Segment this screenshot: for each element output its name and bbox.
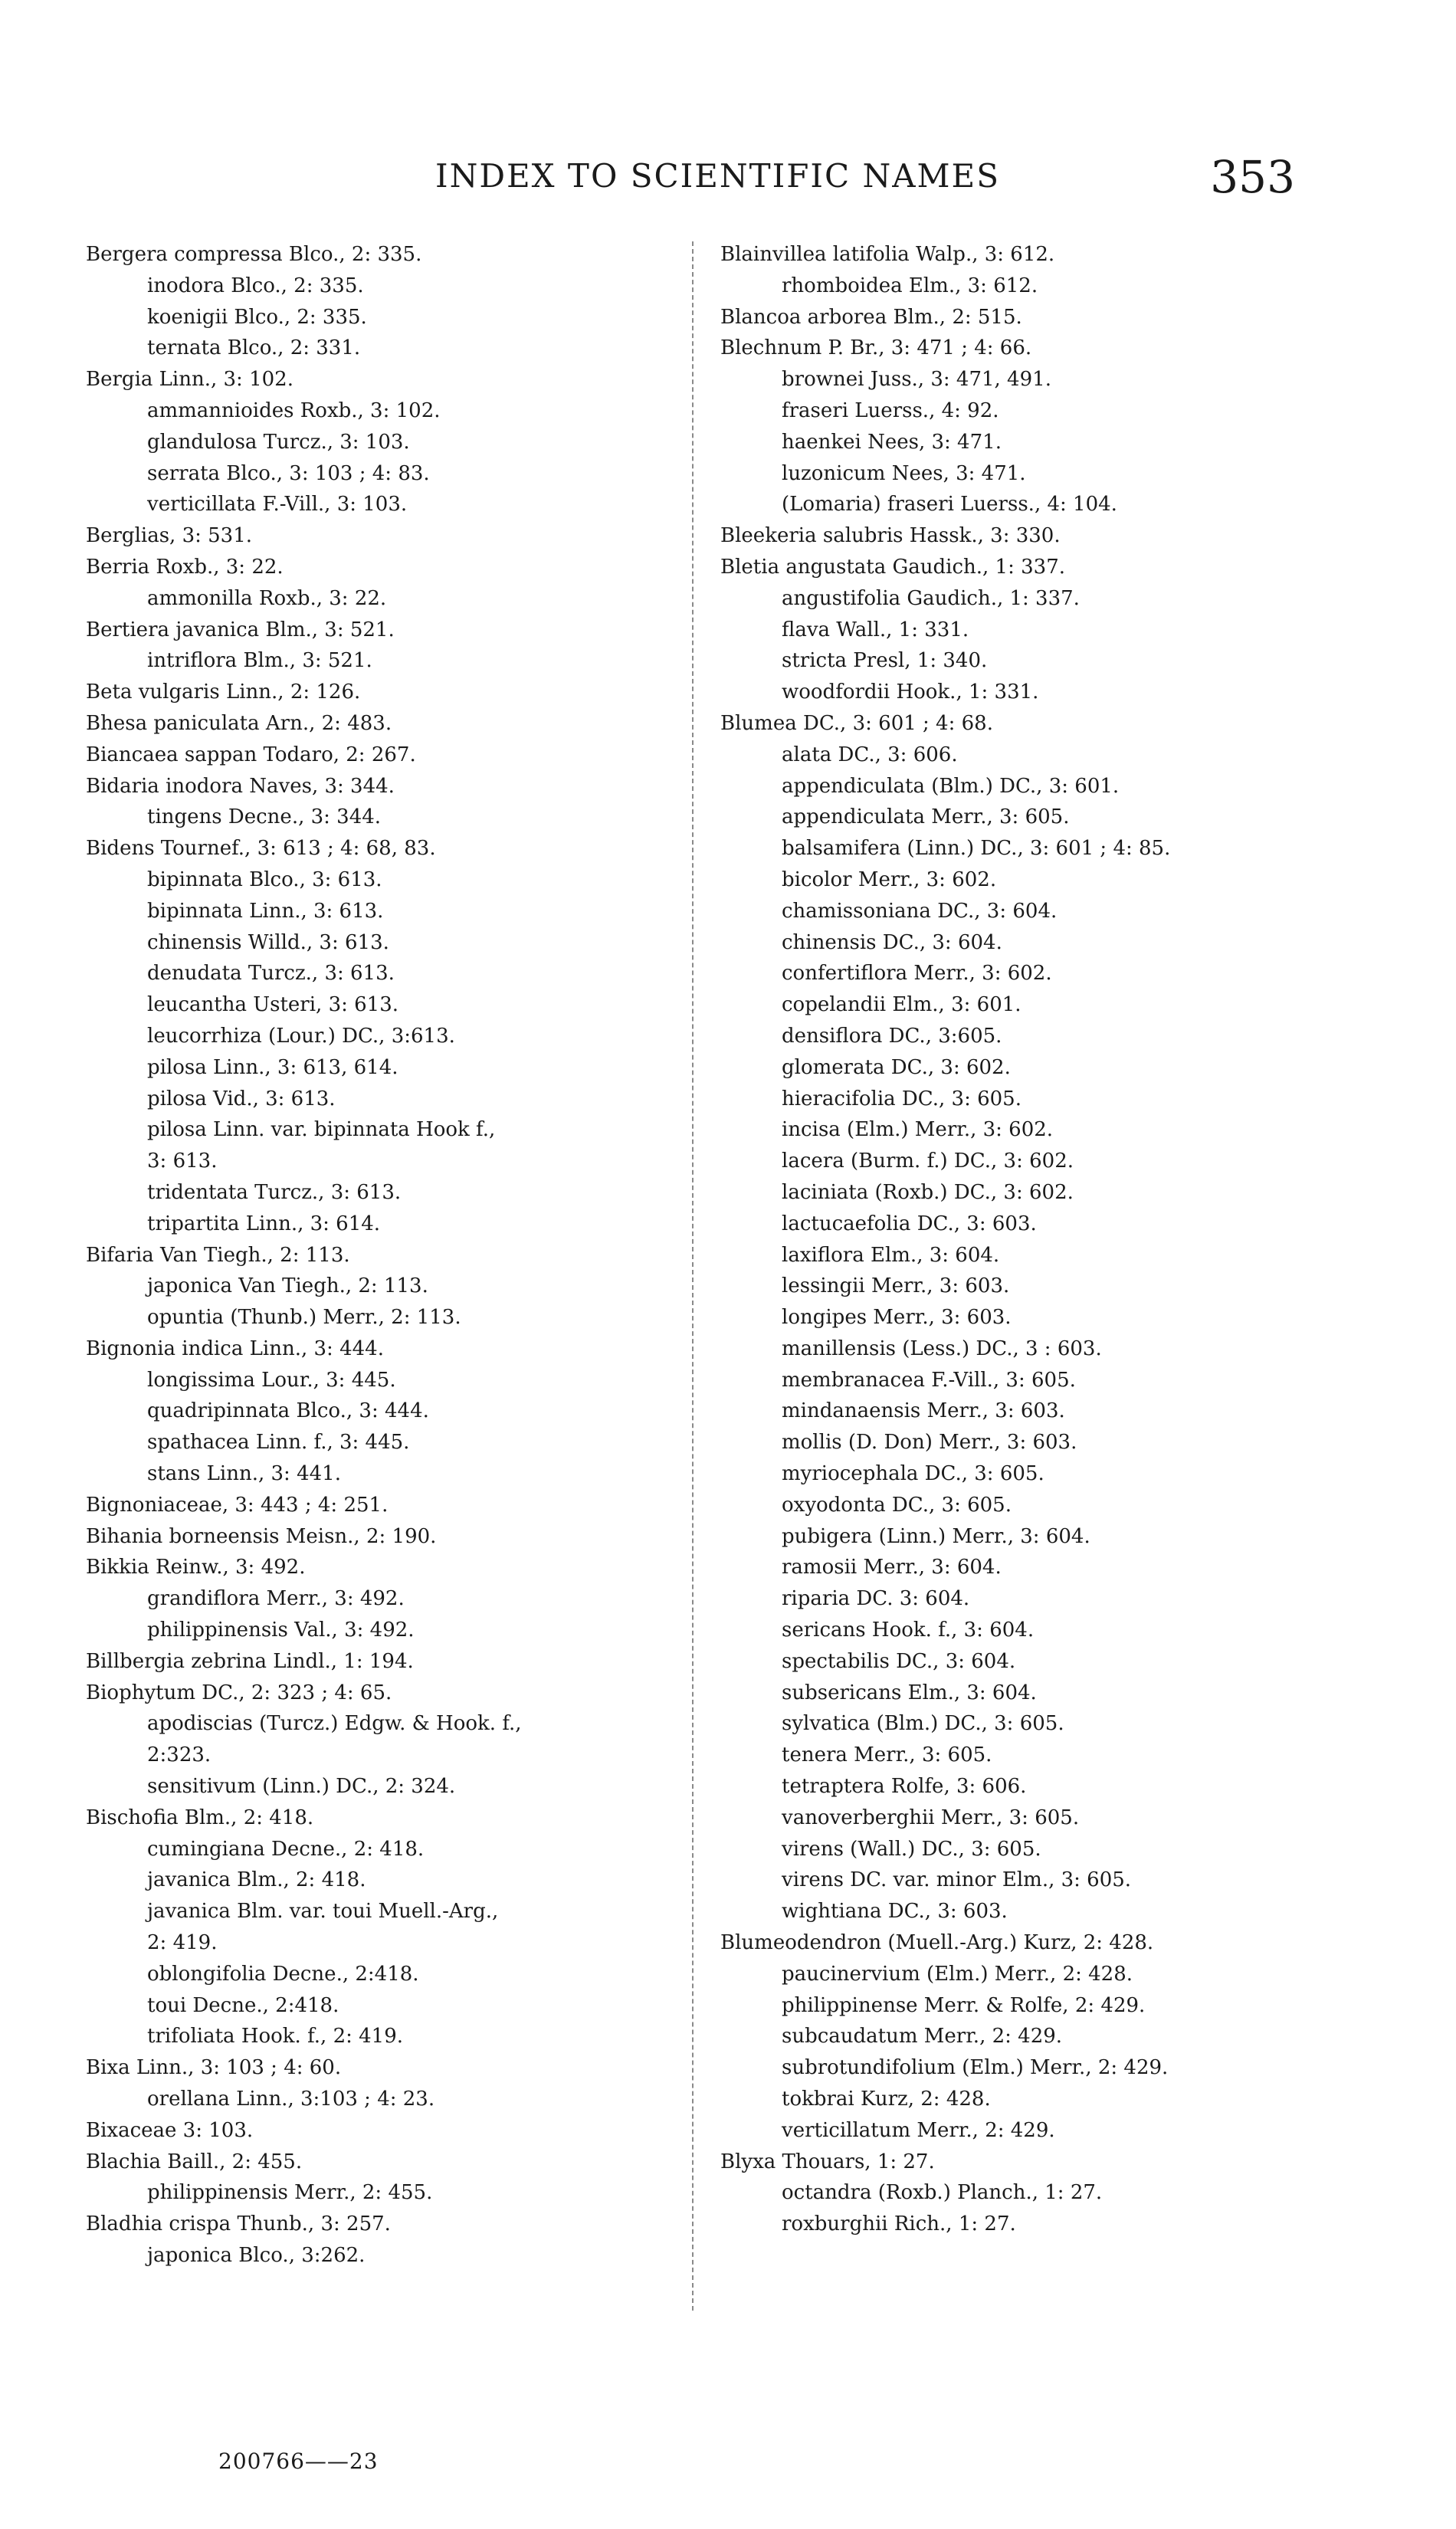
index-entry-genus: Blechnum P. Br., 3: 471 ; 4: 66. bbox=[720, 336, 1032, 360]
index-entry-species: javanica Blm., 2: 418. bbox=[147, 1868, 366, 1892]
index-entry-genus: Billbergia zebrina Lindl., 1: 194. bbox=[86, 1649, 414, 1673]
index-entry-genus: Bignoniaceae, 3: 443 ; 4: 251. bbox=[86, 1493, 389, 1517]
index-entry-species: tetraptera Rolfe, 3: 606. bbox=[782, 1775, 1027, 1799]
index-entry-species: sericans Hook. f., 3: 604. bbox=[782, 1619, 1035, 1642]
index-entry-species: wightiana DC., 3: 603. bbox=[782, 1900, 1008, 1924]
index-entry-genus: Berria Roxb., 3: 22. bbox=[86, 555, 284, 579]
index-entry-species: laxiflora Elm., 3: 604. bbox=[782, 1243, 1000, 1267]
index-entry-species: pilosa Vid., 3: 613. bbox=[147, 1087, 336, 1110]
index-entry-species: spectabilis DC., 3: 604. bbox=[782, 1649, 1016, 1673]
index-entry-species: woodfordii Hook., 1: 331. bbox=[782, 681, 1039, 704]
index-entry-species: lacera (Burm. f.) DC., 3: 602. bbox=[782, 1150, 1074, 1173]
index-entry-species: bipinnata Linn., 3: 613. bbox=[147, 899, 384, 923]
index-entry-species: philippinense Merr. & Rolfe, 2: 429. bbox=[782, 1993, 1146, 2017]
index-entry-species: 2: 419. bbox=[147, 1931, 218, 1955]
index-entry-species: paucinervium (Elm.) Merr., 2: 428. bbox=[782, 1962, 1133, 1986]
index-entry-species: densiflora DC., 3:605. bbox=[782, 1024, 1002, 1048]
index-entry-species: appendiculata (Blm.) DC., 3: 601. bbox=[782, 774, 1120, 798]
index-entry-species: lactucaefolia DC., 3: 603. bbox=[782, 1212, 1037, 1235]
index-entry-species: virens (Wall.) DC., 3: 605. bbox=[782, 1837, 1041, 1861]
index-entry-species: glandulosa Turcz., 3: 103. bbox=[147, 430, 410, 454]
index-entry-genus: Blachia Baill., 2: 455. bbox=[86, 2150, 303, 2173]
index-entry-genus: Bertiera javanica Blm., 3: 521. bbox=[86, 618, 395, 641]
index-entry-genus: Bixa Linn., 3: 103 ; 4: 60. bbox=[86, 2056, 342, 2080]
index-entry-genus: Bletia angustata Gaudich., 1: 337. bbox=[720, 555, 1066, 579]
index-entry-species: sensitivum (Linn.) DC., 2: 324. bbox=[147, 1775, 456, 1799]
index-entry-genus: Bergera compressa Blco., 2: 335. bbox=[86, 243, 422, 266]
column-divider bbox=[692, 241, 695, 2311]
index-entry-genus: Bischofia Blm., 2: 418. bbox=[86, 1806, 314, 1829]
index-entry-species: octandra (Roxb.) Planch., 1: 27. bbox=[782, 2181, 1103, 2205]
index-entry-species: spathacea Linn. f., 3: 445. bbox=[147, 1431, 410, 1455]
index-entry-species: confertiflora Merr., 3: 602. bbox=[782, 962, 1052, 986]
index-entry-genus: Bergia Linn., 3: 102. bbox=[86, 368, 293, 392]
index-entry-species: luzonicum Nees, 3: 471. bbox=[782, 461, 1026, 485]
index-entry-species: quadripinnata Blco., 3: 444. bbox=[147, 1399, 429, 1423]
index-entry-species: toui Decne., 2:418. bbox=[147, 1993, 339, 2017]
index-entry-genus: Bikkia Reinw., 3: 492. bbox=[86, 1556, 306, 1579]
index-entry-species: hieracifolia DC., 3: 605. bbox=[782, 1087, 1021, 1110]
index-entry-species: verticillata F.-Vill., 3: 103. bbox=[147, 493, 408, 517]
index-entry-species: 3: 613. bbox=[147, 1150, 218, 1173]
index-entry-species: leucantha Usteri, 3: 613. bbox=[147, 993, 399, 1017]
index-entry-species: oblongifolia Decne., 2:418. bbox=[147, 1962, 419, 1986]
index-entry-genus: Berglias, 3: 531. bbox=[86, 524, 253, 548]
index-entry-species: chamissoniana DC., 3: 604. bbox=[782, 899, 1058, 923]
index-entry-species: inodora Blco., 2: 335. bbox=[147, 274, 364, 297]
index-entry-species: ammannioides Roxb., 3: 102. bbox=[147, 399, 441, 422]
index-entry-genus: Bignonia indica Linn., 3: 444. bbox=[86, 1337, 384, 1360]
index-entry-species: chinensis DC., 3: 604. bbox=[782, 930, 1002, 954]
index-entry-species: intriflora Blm., 3: 521. bbox=[147, 649, 372, 673]
index-entry-species: balsamifera (Linn.) DC., 3: 601 ; 4: 85. bbox=[782, 837, 1171, 861]
index-entry-species: orellana Linn., 3:103 ; 4: 23. bbox=[147, 2088, 435, 2111]
index-entry-genus: Blainvillea latifolia Walp., 3: 612. bbox=[720, 243, 1055, 266]
index-entry-species: angustifolia Gaudich., 1: 337. bbox=[782, 586, 1080, 610]
index-entry-species: brownei Juss., 3: 471, 491. bbox=[782, 368, 1051, 392]
index-entry-species: verticillatum Merr., 2: 429. bbox=[782, 2118, 1055, 2142]
index-entry-genus: Bleekeria salubris Hassk., 3: 330. bbox=[720, 524, 1061, 548]
index-entry-species: lessingii Merr., 3: 603. bbox=[782, 1274, 1010, 1298]
page-number: 353 bbox=[1210, 151, 1295, 203]
index-entry-species: (Lomaria) fraseri Luerss., 4: 104. bbox=[782, 493, 1117, 517]
index-entry-species: japonica Blco., 3:262. bbox=[147, 2244, 366, 2267]
index-entry-species: sylvatica (Blm.) DC., 3: 605. bbox=[782, 1712, 1064, 1736]
index-entry-species: tripartita Linn., 3: 614. bbox=[147, 1212, 381, 1235]
index-entry-species: serrata Blco., 3: 103 ; 4: 83. bbox=[147, 461, 430, 485]
index-entry-genus: Bixaceae 3: 103. bbox=[86, 2118, 254, 2142]
index-entry-genus: Bifaria Van Tiegh., 2: 113. bbox=[86, 1243, 350, 1267]
index-entry-species: roxburghii Rich., 1: 27. bbox=[782, 2212, 1016, 2236]
index-entry-species: laciniata (Roxb.) DC., 3: 602. bbox=[782, 1180, 1074, 1204]
index-entry-species: rhomboidea Elm., 3: 612. bbox=[782, 274, 1038, 297]
index-entry-species: 2:323. bbox=[147, 1743, 212, 1767]
index-entry-species: koenigii Blco., 2: 335. bbox=[147, 305, 367, 329]
index-entry-species: cumingiana Decne., 2: 418. bbox=[147, 1837, 425, 1861]
index-entry-species: riparia DC. 3: 604. bbox=[782, 1587, 970, 1611]
index-entry-species: fraseri Luerss., 4: 92. bbox=[782, 399, 999, 422]
index-entry-genus: Blancoa arborea Blm., 2: 515. bbox=[720, 305, 1022, 329]
index-entry-species: pilosa Linn. var. bipinnata Hook f., bbox=[147, 1118, 496, 1142]
index-entry-genus: Blyxa Thouars, 1: 27. bbox=[720, 2150, 935, 2173]
index-entry-genus: Blumeodendron (Muell.-Arg.) Kurz, 2: 428. bbox=[720, 1931, 1154, 1955]
index-entry-genus: Biancaea sappan Todaro, 2: 267. bbox=[86, 743, 416, 766]
index-entry-species: incisa (Elm.) Merr., 3: 602. bbox=[782, 1118, 1054, 1142]
index-entry-species: haenkei Nees, 3: 471. bbox=[782, 430, 1002, 454]
index-entry-genus: Biophytum DC., 2: 323 ; 4: 65. bbox=[86, 1681, 392, 1704]
index-entry-species: bicolor Merr., 3: 602. bbox=[782, 868, 997, 891]
index-entry-species: ternata Blco., 2: 331. bbox=[147, 336, 361, 360]
index-entry-species: manillensis (Less.) DC., 3 : 603. bbox=[782, 1337, 1102, 1360]
index-entry-species: tingens Decne., 3: 344. bbox=[147, 805, 382, 829]
index-entry-species: denudata Turcz., 3: 613. bbox=[147, 962, 395, 986]
index-entry-species: mindanaensis Merr., 3: 603. bbox=[782, 1399, 1065, 1423]
index-entry-species: tenera Merr., 3: 605. bbox=[782, 1743, 992, 1767]
index-entry-species: tridentata Turcz., 3: 613. bbox=[147, 1180, 402, 1204]
index-entry-species: subsericans Elm., 3: 604. bbox=[782, 1681, 1037, 1704]
index-entry-species: pilosa Linn., 3: 613, 614. bbox=[147, 1055, 398, 1079]
page-title: INDEX TO SCIENTIFIC NAMES bbox=[435, 157, 1000, 195]
index-entry-genus: Beta vulgaris Linn., 2: 126. bbox=[86, 681, 361, 704]
index-entry-species: myriocephala DC., 3: 605. bbox=[782, 1462, 1044, 1486]
index-column-left bbox=[86, 239, 691, 2272]
index-entry-species: leucorrhiza (Lour.) DC., 3:613. bbox=[147, 1024, 455, 1048]
index-entry-genus: Blumea DC., 3: 601 ; 4: 68. bbox=[720, 711, 993, 735]
index-entry-species: virens DC. var. minor Elm., 3: 605. bbox=[782, 1868, 1132, 1892]
index-entry-genus: Bladhia crispa Thunb., 3: 257. bbox=[86, 2212, 391, 2236]
index-column-right bbox=[720, 239, 1326, 2240]
index-entry-genus: Bidens Tournef., 3: 613 ; 4: 68, 83. bbox=[86, 837, 436, 861]
index-entry-species: flava Wall., 1: 331. bbox=[782, 618, 969, 641]
index-entry-species: javanica Blm. var. toui Muell.-Arg., bbox=[147, 1900, 499, 1924]
index-entry-species: ramosii Merr., 3: 604. bbox=[782, 1556, 1002, 1579]
index-entry-species: ammonilla Roxb., 3: 22. bbox=[147, 586, 387, 610]
index-entry-species: philippinensis Merr., 2: 455. bbox=[147, 2181, 433, 2205]
index-entry-species: chinensis Willd., 3: 613. bbox=[147, 930, 389, 954]
index-entry-species: pubigera (Linn.) Merr., 3: 604. bbox=[782, 1524, 1090, 1548]
index-entry-species: appendiculata Merr., 3: 605. bbox=[782, 805, 1070, 829]
index-entry-genus: Bhesa paniculata Arn., 2: 483. bbox=[86, 711, 392, 735]
index-entry-species: stricta Presl, 1: 340. bbox=[782, 649, 988, 673]
index-entry-species: opuntia (Thunb.) Merr., 2: 113. bbox=[147, 1306, 461, 1330]
index-entry-species: trifoliata Hook. f., 2: 419. bbox=[147, 2025, 404, 2048]
index-entry-species: mollis (D. Don) Merr., 3: 603. bbox=[782, 1431, 1077, 1455]
index-entry-species: subrotundifolium (Elm.) Merr., 2: 429. bbox=[782, 2056, 1169, 2080]
index-entry-species: subcaudatum Merr., 2: 429. bbox=[782, 2025, 1063, 2048]
index-entry-species: longissima Lour., 3: 445. bbox=[147, 1368, 396, 1392]
index-entry-species: alata DC., 3: 606. bbox=[782, 743, 958, 766]
index-entry-species: tokbrai Kurz, 2: 428. bbox=[782, 2088, 991, 2111]
index-entry-species: apodiscias (Turcz.) Edgw. & Hook. f., bbox=[147, 1712, 522, 1736]
index-entry-species: longipes Merr., 3: 603. bbox=[782, 1306, 1012, 1330]
index-entry-species: grandiflora Merr., 3: 492. bbox=[147, 1587, 405, 1611]
index-entry-species: japonica Van Tiegh., 2: 113. bbox=[147, 1274, 428, 1298]
index-entry-species: oxyodonta DC., 3: 605. bbox=[782, 1493, 1012, 1517]
index-entry-species: stans Linn., 3: 441. bbox=[147, 1462, 341, 1486]
index-entry-species: membranacea F.-Vill., 3: 605. bbox=[782, 1368, 1076, 1392]
index-entry-species: vanoverberghii Merr., 3: 605. bbox=[782, 1806, 1080, 1829]
index-entry-species: copelandii Elm., 3: 601. bbox=[782, 993, 1021, 1017]
index-entry-genus: Bidaria inodora Naves, 3: 344. bbox=[86, 774, 395, 798]
index-entry-species: glomerata DC., 3: 602. bbox=[782, 1055, 1011, 1079]
index-entry-species: philippinensis Val., 3: 492. bbox=[147, 1619, 415, 1642]
index-entry-genus: Bihania borneensis Meisn., 2: 190. bbox=[86, 1524, 437, 1548]
page-header bbox=[0, 151, 1456, 211]
index-entry-species: bipinnata Blco., 3: 613. bbox=[147, 868, 382, 891]
printer-signature: 200766——23 bbox=[218, 2449, 379, 2474]
